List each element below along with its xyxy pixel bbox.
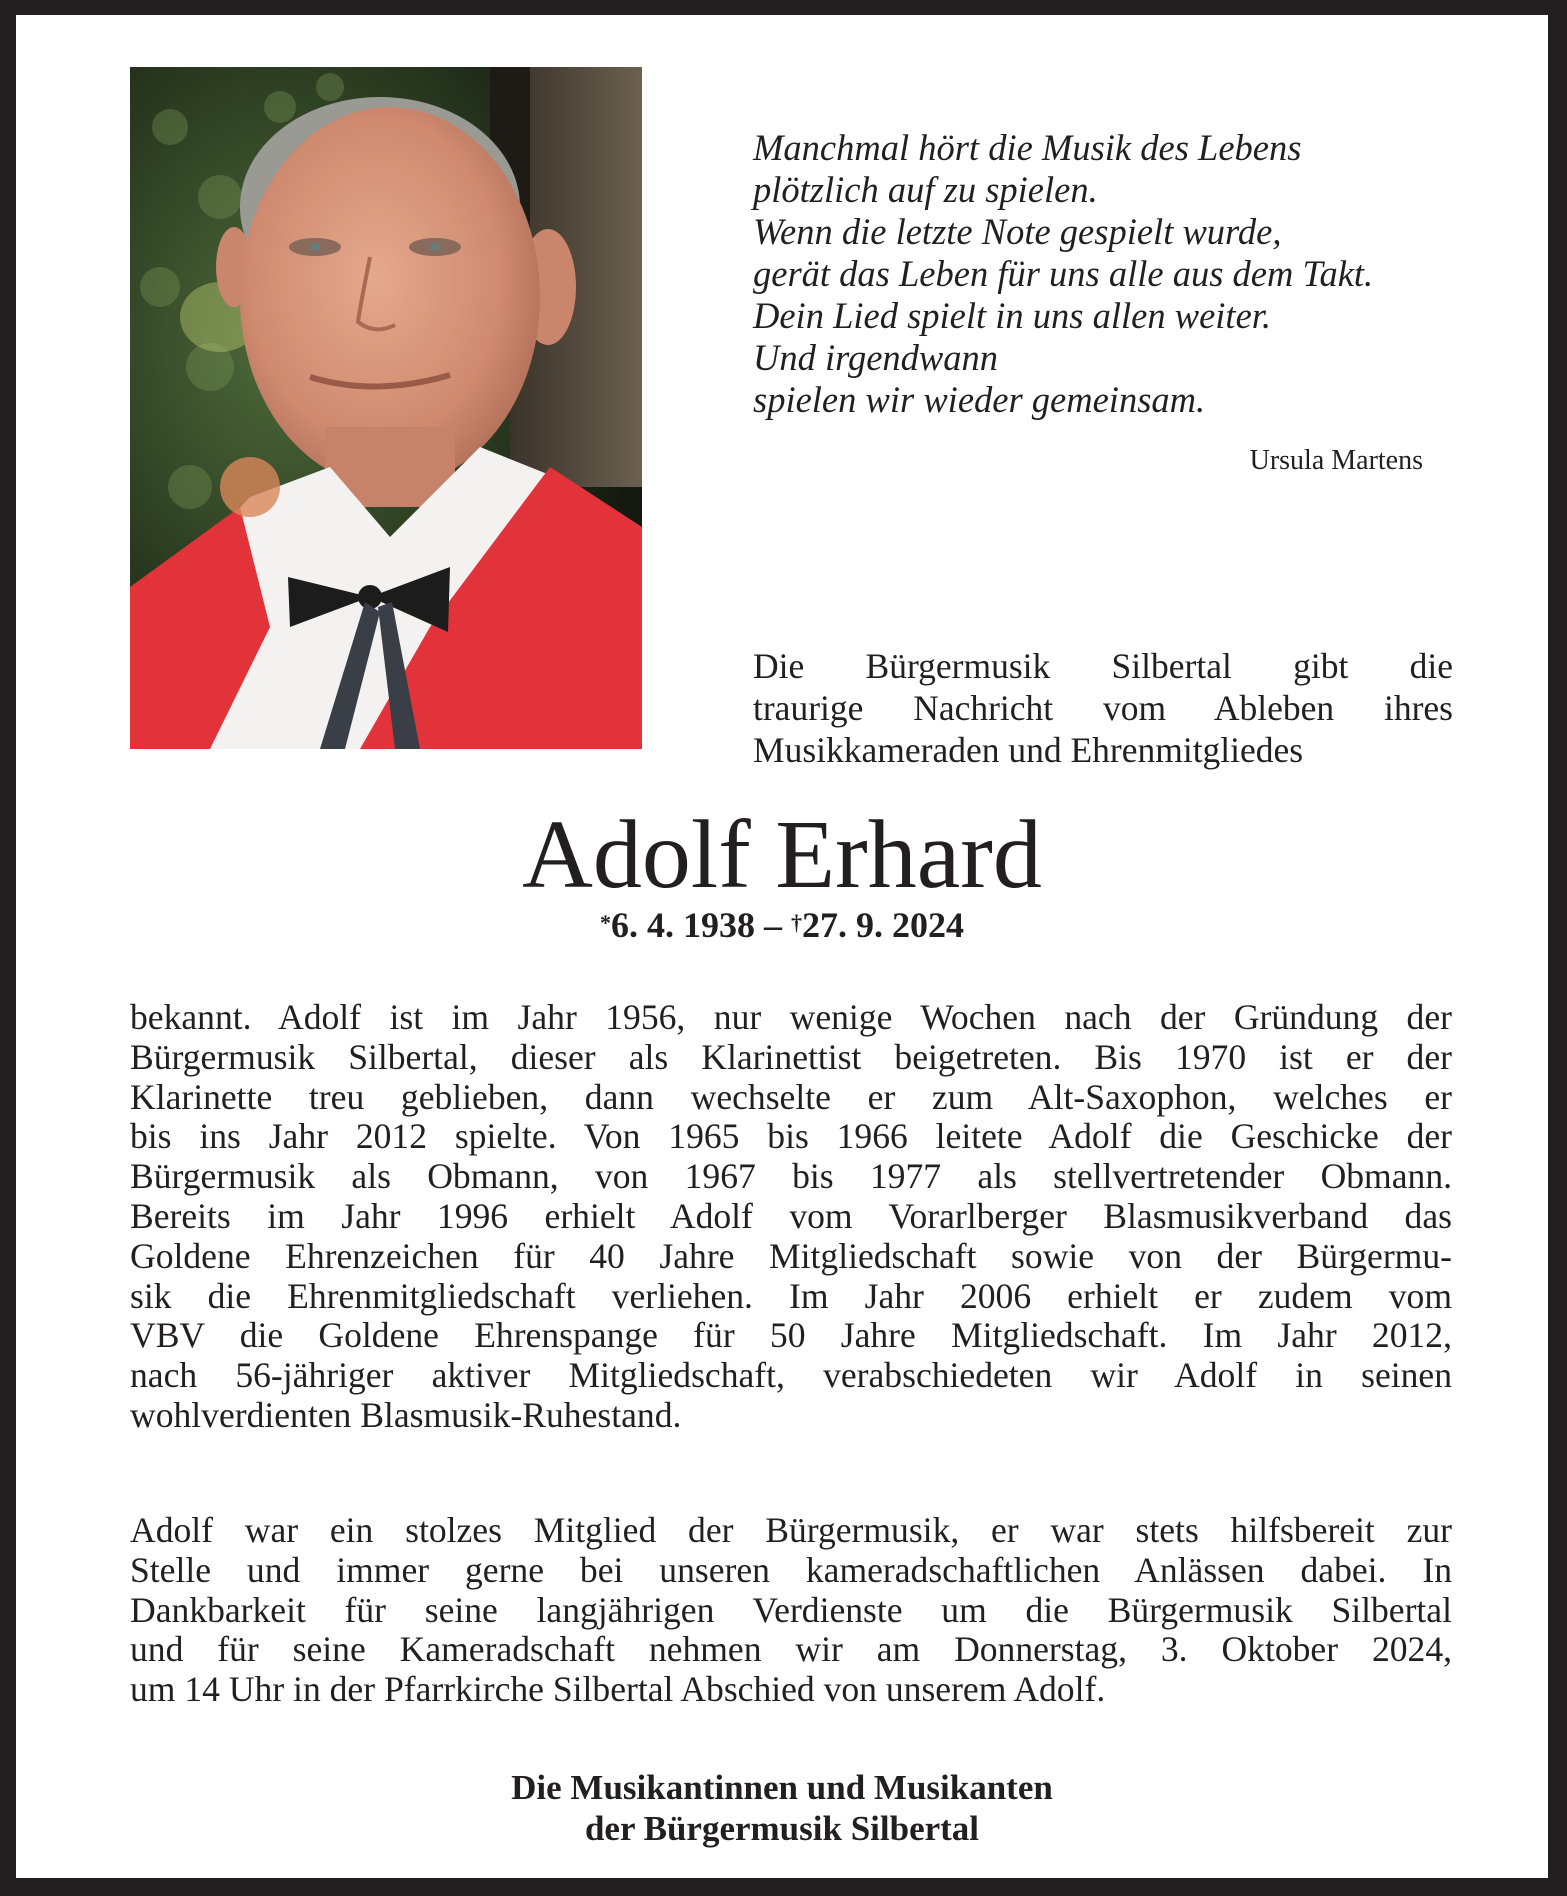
text-line: Bürgermusik als Obmann, von 1967 bis 1977 als stellvertretender Obmann. xyxy=(130,1156,1452,1197)
poem-line: plötzlich auf zu spielen. xyxy=(753,169,1098,210)
birth-date: 6. 4. 1938 xyxy=(611,905,755,945)
death-cross-icon: † xyxy=(791,910,802,935)
text-line: bis ins Jahr 2012 spielte. Von 1965 bis 1966 leitete Adolf die Geschicke der xyxy=(130,1116,1452,1157)
text-line: Bereits im Jahr 1996 erhielt Adolf vom Vorarlberger Blasmusikverband das xyxy=(130,1195,1452,1236)
biography-paragraph xyxy=(130,998,1452,1436)
text-line: Stelle und immer gerne bei unseren kameradschaftlichen Anlässen dabei. In xyxy=(130,1549,1452,1590)
signature xyxy=(16,1767,1548,1849)
date-separator: – xyxy=(755,905,791,945)
poem-author: Ursula Martens xyxy=(1249,445,1423,476)
announcement-line: traurige Nachricht vom Ableben ihres xyxy=(753,688,1453,728)
text-line: sik die Ehrenmitgliedschaft verliehen. Im Jahr 2006 erhielt er zudem vom xyxy=(130,1275,1452,1316)
text-line: VBV die Goldene Ehrenspange für 50 Jahre Mitgliedschaft. Im Jahr 2012, xyxy=(130,1315,1452,1356)
birth-asterisk-icon: * xyxy=(600,910,611,935)
text-line: nach 56-jähriger aktiver Mitgliedschaft, verabschiedeten wir Adolf in seinen xyxy=(130,1355,1452,1396)
poem-line: Und irgendwann xyxy=(753,337,999,378)
text-line: um 14 Uhr in der Pfarrkirche Silbertal Abschied von unserem Adolf. xyxy=(130,1669,1106,1710)
text-line: Klarinette treu geblieben, dann wechselte er zum Alt-Saxophon, welches er xyxy=(130,1076,1452,1117)
text-line: wohlverdienten Blasmusik-Ruhestand. xyxy=(130,1394,682,1435)
poem-line: Dein Lied spielt in uns allen weiter. xyxy=(753,295,1272,336)
portrait-photo xyxy=(130,67,642,749)
poem-line: gerät das Leben für uns alle aus dem Takt. xyxy=(753,253,1374,294)
text-line: Adolf war ein stolzes Mitglied der Bürgermusik, er war stets hilfsbereit zur xyxy=(130,1510,1452,1550)
text-line: Bürgermusik Silbertal, dieser als Klarinettist beigetreten. Bis 1970 ist er der xyxy=(130,1036,1452,1077)
signature-line: der Bürgermusik Silbertal xyxy=(584,1809,980,1848)
poem-line: spielen wir wieder gemeinsam. xyxy=(753,379,1206,420)
announcement-line: Die Bürgermusik Silbertal gibt die xyxy=(753,646,1453,686)
deceased-name: Adolf Erhard xyxy=(522,801,1042,909)
farewell-paragraph xyxy=(130,1511,1452,1710)
text-line: und für seine Kameradschaft nehmen wir am Donnerstag, 3. Oktober 2024, xyxy=(130,1629,1452,1670)
text-line: Goldene Ehrenzeichen für 40 Jahre Mitgliedschaft sowie von der Bürgermu- xyxy=(130,1235,1452,1276)
text-line: Dankbarkeit für seine langjährigen Verdienste um die Bürgermusik Silbertal xyxy=(130,1589,1452,1630)
signature-line: Die Musikantinnen und Musikanten xyxy=(511,1768,1053,1807)
obituary-page xyxy=(16,15,1548,1878)
life-dates xyxy=(16,903,1548,947)
announcement xyxy=(753,645,1453,771)
poem-line: Manchmal hört die Musik des Lebens xyxy=(753,127,1302,168)
portrait-illustration xyxy=(130,67,642,749)
text-line: bekannt. Adolf ist im Jahr 1956, nur wenige Wochen nach der Gründung der xyxy=(130,997,1452,1037)
poem-line: Wenn die letzte Note gespielt wurde, xyxy=(753,211,1282,252)
death-date: 27. 9. 2024 xyxy=(802,905,964,945)
announcement-line: Musikkameraden und Ehrenmitgliedes xyxy=(753,730,1304,770)
poem xyxy=(753,127,1473,421)
